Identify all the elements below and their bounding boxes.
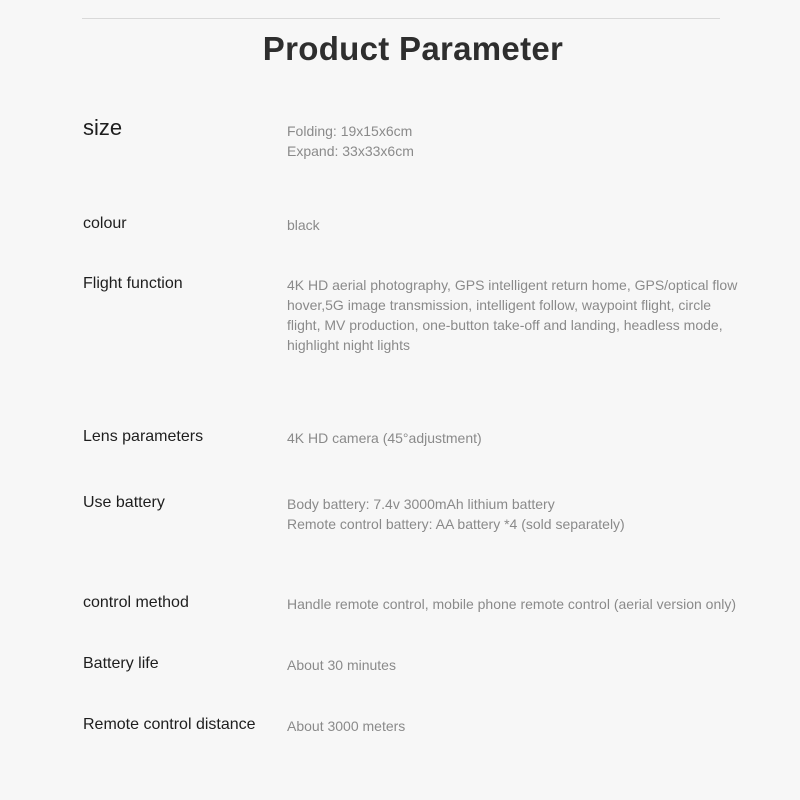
value-line: Handle remote control, mobile phone remote control (aerial version only) (287, 596, 736, 612)
param-label: colour (83, 215, 127, 232)
param-value (287, 428, 767, 448)
page-title: Product Parameter (262, 30, 564, 67)
value-line: Folding: 19x15x6cm (287, 123, 413, 139)
param-label: Battery life (83, 655, 159, 672)
top-divider (82, 18, 720, 19)
value-line: 4K HD camera (45°adjustment) (287, 430, 482, 446)
value-line: black (287, 217, 320, 233)
param-value (287, 716, 767, 736)
value-line: Expand: 33x33x6cm (287, 143, 414, 159)
param-value: 4K HD aerial photography, GPS intelligent return home, GPS/optical flow hover,5G image transmission, intelligent follow, waypoint flight, circle flight, MV production, one-button take-off and landing, headless mode, highlight night lights (287, 277, 738, 353)
param-label: Lens parameters (83, 428, 204, 445)
value-line: About 3000 meters (287, 718, 406, 734)
param-value (287, 215, 767, 235)
param-label: Flight function (83, 275, 183, 292)
param-value (287, 494, 767, 534)
param-value (287, 655, 767, 675)
param-label: size (83, 115, 123, 140)
param-value (287, 121, 767, 161)
param-label: Remote control distance (83, 716, 256, 733)
value-line: About 30 minutes (287, 657, 396, 673)
param-value (287, 594, 767, 614)
param-label: control method (83, 594, 189, 611)
param-label: Use battery (83, 494, 165, 511)
value-line: Body battery: 7.4v 3000mAh lithium battery (287, 496, 555, 512)
value-line: Remote control battery: AA battery *4 (sold separately) (287, 516, 625, 532)
